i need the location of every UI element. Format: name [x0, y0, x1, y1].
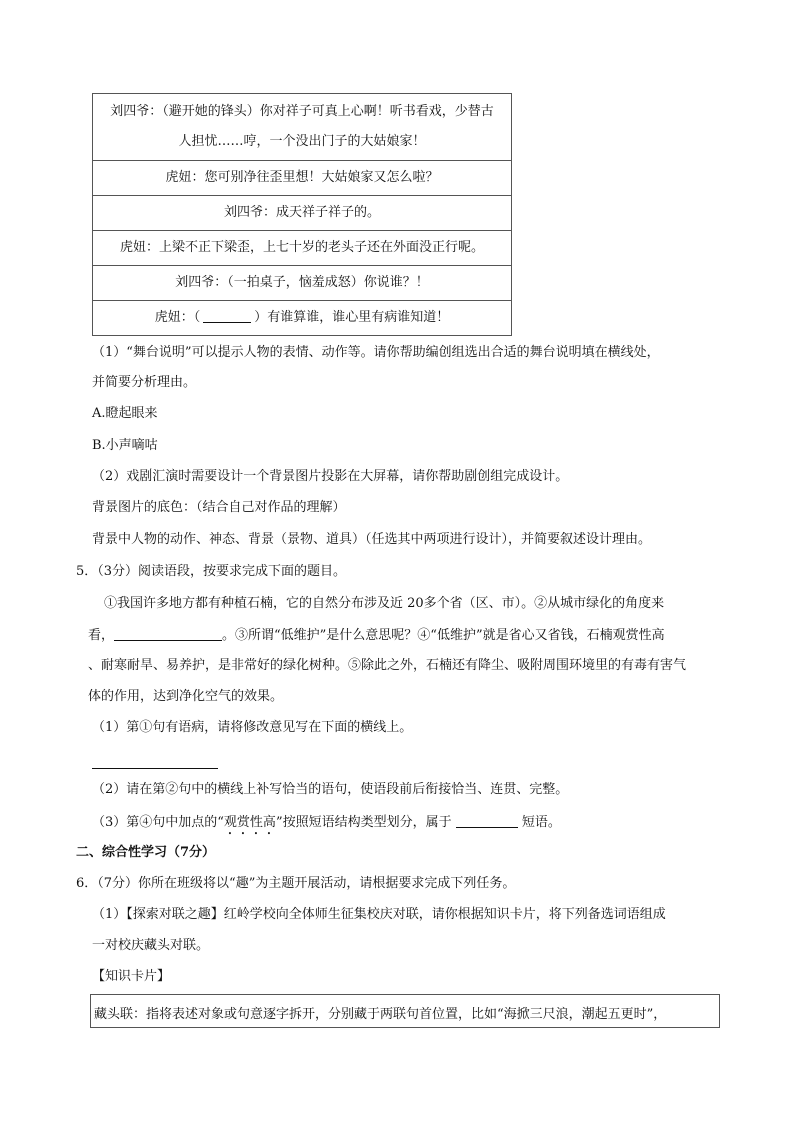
dialog-table: [92, 93, 512, 336]
q5-paragraph-line: 体的作用，达到净化空气的效果。: [88, 689, 284, 704]
q4-sub2: （2）戏剧汇演时需要设计一个背景图片投影在大屏幕，请你帮助剧创组完成设计。: [92, 469, 569, 484]
table-cell: 刘四爷：（一拍桌子，恼羞成怒）你说谁？！: [93, 266, 512, 301]
q5-answer-line[interactable]: [92, 754, 218, 773]
knowledge-card-text: 藏头联：指将表述对象或句意逐字拆开，分别藏于两联句首位置，比如“海掀三尺浪，潮起五更时”，: [94, 1007, 667, 1022]
q5-text: 短语。: [517, 815, 561, 830]
q5-paragraph-line: 、耐寒耐旱、易养护，是非常好的绿化树种。⑤除此之外，石楠还有降尘、吸附周围环境里的有毒有害气: [88, 658, 687, 673]
q4-bg-people: 背景中人物的动作、神态、背景（景物、道具）（任选其中两项进行设计），并简要叙述设计理由。: [92, 532, 652, 547]
q5-text: 。③所谓“低维护”是什么意思呢？④“低维护”就是省心又省钱，石楠观赏性高: [222, 628, 665, 643]
dialog-text: 虎妞：（: [154, 310, 201, 325]
table-row: [93, 301, 512, 336]
option-a: A.瞪起眼来: [92, 406, 158, 421]
q4-sub1-line1: （1）“舞台说明”可以提示人物的表情、动作等。请你帮助编创组选出合适的舞台说明填在横线处，: [92, 345, 660, 360]
section-title: 二、综合性学习（7分）: [76, 845, 216, 860]
q6-sub1-line1: （1）【探索对联之趣】红岭学校向全体师生征集校庆对联，请你根据知识卡片，将下列备选词语组成: [92, 907, 666, 922]
q5-paragraph-line: ①我国许多地方都有种植石楠，它的自然分布涉及近 20多个省（区、市）。②从城市绿化的角度来: [104, 596, 665, 611]
table-row: [93, 196, 512, 231]
q5-title: 5．（3分）阅读语段，按要求完成下面的题目。: [76, 564, 347, 579]
knowledge-card: [90, 994, 720, 1028]
answer-blank[interactable]: [92, 754, 218, 769]
table-row: [93, 161, 512, 196]
q4-bg-color: 背景图片的底色：（结合自己对作品的理解）: [92, 500, 346, 515]
table-cell: [93, 94, 512, 161]
table-row: [93, 266, 512, 301]
q5-text: 看，: [88, 628, 115, 643]
q4-sub1-line2: 并简要分析理由。: [92, 375, 197, 390]
q5-blank[interactable]: [114, 626, 222, 641]
q5-sub2: （2）请在第②句中的横线上补写恰当的语句，使语段前后衔接恰当、连贯、完整。: [92, 782, 569, 797]
q5-text: （3）第④句中加点的“: [92, 815, 224, 830]
dialog-line: 刘四爷：（避开她的锋头）你对祥子可真上心啊！听书看戏，少替古: [110, 104, 494, 119]
option-b: B.小声嘀咕: [92, 438, 158, 453]
q5-paragraph-line: [88, 626, 665, 645]
table-cell: 刘四爷：成天祥子祥子的。: [93, 196, 512, 231]
emphasized-phrase: 观赏性高: [223, 815, 276, 830]
table-row: [93, 231, 512, 266]
q6-title: 6．（7分）你所在班级将以“趣”为主题开展活动，请根据要求完成下列任务。: [76, 876, 516, 891]
dialog-text: ）有谁算谁，谁心里有病谁知道！: [254, 310, 450, 325]
q5-text: ”按照短语结构类型划分，属于: [275, 815, 456, 830]
table-cell: 虎妞：上梁不正下梁歪，上七十岁的老头子还在外面没正行呢。: [93, 231, 512, 266]
phrase-type-blank[interactable]: [456, 813, 518, 828]
q5-sub3: [92, 813, 561, 838]
dialog-line: 人担忧……哼，一个没出门子的大姑娘家！: [178, 134, 426, 149]
table-row: [93, 94, 512, 161]
q6-sub1-line2: 一对校庆藏头对联。: [92, 938, 210, 953]
table-cell: [93, 301, 512, 336]
stage-direction-blank[interactable]: [203, 308, 251, 323]
table-cell: 虎妞：您可别净往歪里想！大姑娘家又怎么啦？: [93, 161, 512, 196]
q5-sub1: （1）第①句有语病，请将修改意见写在下面的横线上。: [92, 720, 413, 735]
knowledge-card-title: 【知识卡片】: [92, 969, 171, 984]
